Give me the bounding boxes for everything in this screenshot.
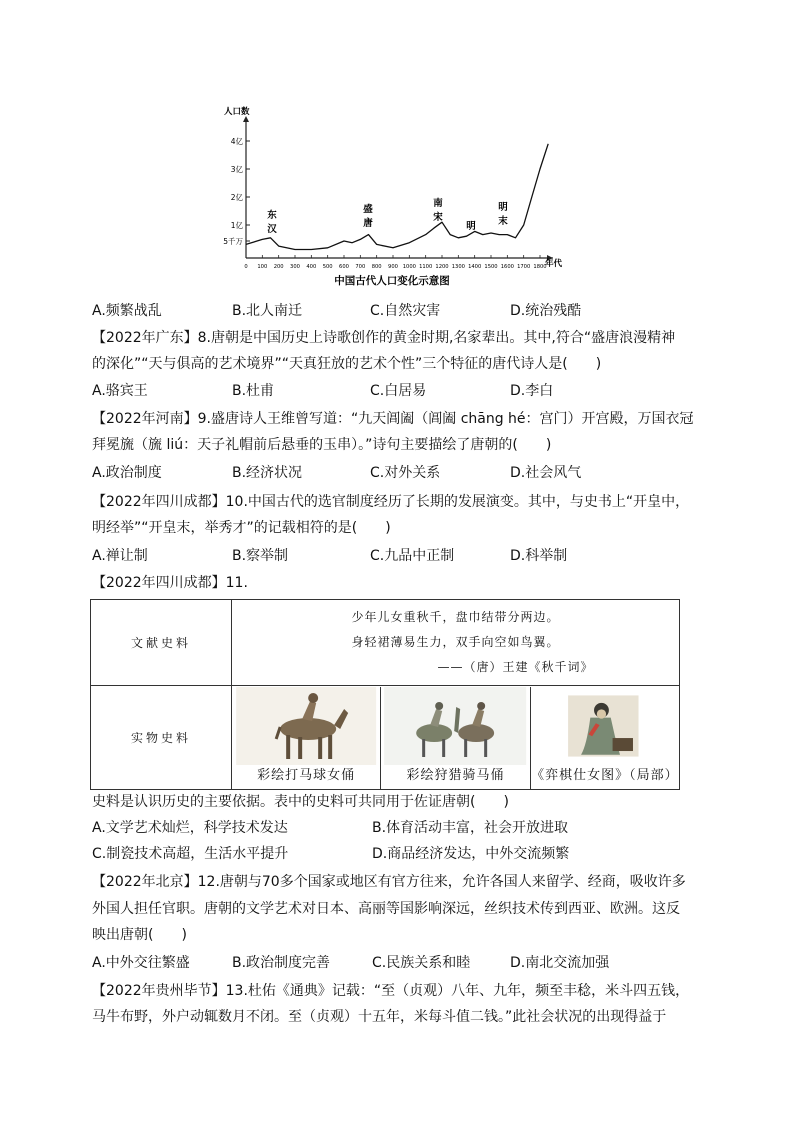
q12-option-d: D.南北交流加强 [510, 955, 610, 971]
q12-line3: 映出唐朝( ) [92, 927, 187, 943]
x-tick-label: 100 [257, 264, 268, 270]
x-tick-label: 900 [388, 264, 398, 270]
x-tick-label: 300 [290, 264, 300, 270]
poem-line-2: 身轻裙薄易生力，双手向空如鸟翼。 [351, 635, 560, 649]
x-tick-label: 600 [339, 264, 349, 270]
q9-line1: 【2022年河南】9.盛唐诗人王维曾写道：“九天阊阖（阊阖 chāng hé：宫门）开宫殿，万国衣冠 [92, 411, 694, 427]
literature-label: 文献史料 [91, 600, 232, 686]
x-tick-label: 0 [244, 264, 248, 270]
annotation-shengtang: 盛 [363, 204, 373, 215]
annotation-mingmo: 明 [498, 202, 508, 213]
q12-line1: 【2022年北京】12.唐朝与70多个国家或地区有官方往来，允许各国人来留学、经商，吸收许多 [92, 874, 686, 890]
q9-option-b: B.经济状况 [232, 465, 303, 481]
q12-option-b: B.政治制度完善 [232, 955, 331, 971]
q10-line2: 明经举”“开皇末，举秀才”的记载相符的是( ) [92, 520, 391, 536]
q9-option-a: A.政治制度 [92, 465, 162, 481]
q8-option-c: C.白居易 [370, 383, 427, 399]
x-tick-label: 400 [306, 264, 317, 270]
q11-source-table [90, 599, 680, 790]
annotation-nansong: 宋 [433, 212, 443, 223]
x-tick-label: 1700 [517, 264, 531, 270]
q10-option-a: A.禅让制 [92, 548, 148, 564]
x-tick-label: 1400 [468, 264, 482, 270]
polo-figurine-image [232, 687, 380, 765]
y-tick-label: 1亿 [230, 221, 243, 230]
q7-option-a: A.频繁战乱 [92, 303, 162, 319]
artifact-polo-figurine [232, 687, 381, 789]
y-tick-label: 5千万 [223, 237, 243, 246]
q11-stem: 史料是认识历史的主要依据。表中的史料可共同用于佐证唐朝( ) [92, 794, 509, 810]
x-axis-label: 年代 [545, 259, 563, 269]
y-axis-label: 人口数 [224, 107, 250, 117]
poem [232, 605, 679, 680]
weiqi-painting-image [531, 687, 679, 765]
q9-option-d: D.社会风气 [510, 465, 582, 481]
q8-option-a: A.骆宾王 [92, 383, 148, 399]
q9-option-c: C.对外关系 [370, 465, 441, 481]
y-tick-label: 3亿 [230, 165, 243, 174]
annotation-ming: 明 [466, 221, 476, 232]
q13-line1: 【2022年贵州毕节】13.杜佑《通典》记载：“至（贞观）八年、九年，频至丰稔，米斗四五钱， [92, 983, 690, 999]
q10-option-c: C.九品中正制 [370, 548, 455, 564]
hunting-figurine-image [381, 687, 529, 765]
population-chart [218, 100, 578, 296]
q12-line2: 外国人担任官职。唐朝的文学艺术对日本、高丽等国影响深远，丝织技术传到西亚、欧洲。这反 [92, 901, 680, 917]
q10-option-b: B.察举制 [232, 548, 289, 564]
caption-polo: 彩绘打马球女俑 [257, 767, 356, 783]
q7-option-c: C.自然灾害 [370, 303, 441, 319]
x-tick-label: 1100 [419, 264, 433, 270]
x-tick-label: 1300 [451, 264, 465, 270]
annotation-donghan: 汉 [267, 224, 277, 235]
poem-cell [232, 600, 680, 686]
x-tick-label: 800 [371, 264, 382, 270]
x-tick-label: 500 [322, 264, 333, 270]
artifact-cell [232, 686, 680, 790]
q12-option-c: C.民族关系和睦 [372, 955, 471, 971]
x-tick-label: 200 [273, 264, 284, 270]
population-chart-svg [218, 100, 578, 296]
y-tick-label: 4亿 [230, 137, 243, 146]
q10-option-d: D.科举制 [510, 548, 568, 564]
x-tick-label: 700 [355, 264, 366, 270]
q8-option-b: B.杜甫 [232, 383, 275, 399]
caption-hunting: 彩绘狩猎骑马俑 [406, 767, 505, 783]
annotation-shengtang: 唐 [363, 218, 373, 229]
q8-option-d: D.李白 [510, 383, 554, 399]
q8-line1: 【2022年广东】8.唐朝是中国历史上诗歌创作的黄金时期,名家辈出。其中,符合“盛唐浪漫精神 [92, 330, 676, 346]
q10-line1: 【2022年四川成都】10.中国古代的选官制度经历了长期的发展演变。其中，与史书上“开皇中， [92, 494, 690, 510]
q13-line2: 马牛布野，外户动辄数月不闭。至（贞观）十五年，米每斗值二钱。”此社会状况的出现得益于 [92, 1009, 667, 1025]
q9-line2: 拜冕旒（旒 liú：天子礼帽前后悬垂的玉串）。”诗句主要描绘了唐朝的( ) [92, 437, 552, 453]
q11-head: 【2022年四川成都】11. [92, 575, 248, 591]
q12-option-a: A.中外交往繁盛 [92, 955, 190, 971]
population-line [246, 144, 548, 250]
q7-option-d: D.统治残酷 [510, 303, 582, 319]
x-tick-label: 1200 [435, 264, 449, 270]
q11-option-a: A.文学艺术灿烂，科学技术发达 [92, 820, 288, 836]
q7-option-b: B.北人南迁 [232, 303, 303, 319]
annotation-donghan: 东 [267, 210, 277, 221]
x-tick-label: 1500 [484, 264, 498, 270]
x-tick-label: 1000 [402, 264, 416, 270]
annotation-mingmo: 末 [498, 216, 508, 227]
artifact-hunting-figurine [381, 687, 530, 789]
annotation-nansong: 南 [433, 198, 443, 209]
q11-option-c: C.制瓷技术高超，生活水平提升 [92, 846, 289, 862]
x-tick-label: 1600 [500, 264, 514, 270]
artifact-label: 实物史料 [91, 686, 232, 790]
artifact-weiqi-painting [531, 687, 679, 789]
q11-option-d: D.商品经济发达，中外交流频繁 [372, 846, 570, 862]
chart-title: 中国古代人口变化示意图 [334, 275, 450, 287]
x-tick-label: 1800 [533, 264, 547, 270]
caption-weiqi: 《弈棋仕女图》（局部） [531, 767, 679, 783]
poem-line-1: 少年儿女重秋千，盘巾结带分两边。 [351, 610, 560, 624]
q11-option-b: B.体育活动丰富，社会开放进取 [372, 820, 569, 836]
q8-line2: 的深化”“天与俱高的艺术境界”“天真狂放的艺术个性”三个特征的唐代诗人是( ) [92, 356, 602, 372]
y-tick-label: 2亿 [230, 193, 243, 202]
poem-attribution: ——（唐）王建《秋千词》 [437, 660, 594, 674]
